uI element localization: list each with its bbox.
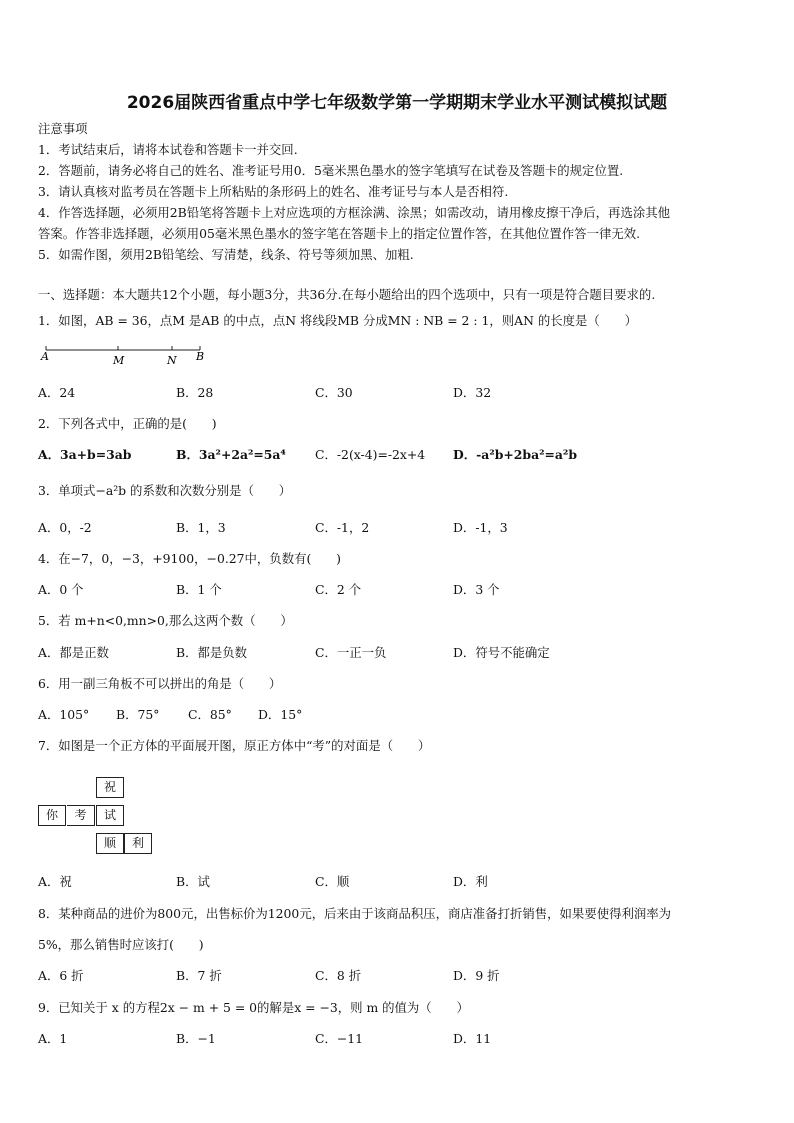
q8-option-a[interactable]: A．6 折 bbox=[38, 968, 84, 983]
notice-item-4: 4．作答选择题，必须用2B铅笔将答题卡上对应选项的方框涂满、涂黑；如需改动，请用橡皮擦干净后，再选涂其他 bbox=[38, 205, 671, 220]
notice-heading: 注意事项 bbox=[38, 121, 88, 136]
q2-stem: 2．下列各式中，正确的是( ) bbox=[38, 416, 217, 431]
segment-diagram bbox=[38, 340, 208, 370]
q1-option-b[interactable]: B．28 bbox=[176, 385, 214, 400]
q3-option-b[interactable]: B．1，3 bbox=[176, 520, 226, 535]
q3-option-d[interactable]: D．-1，3 bbox=[453, 520, 508, 535]
q5-stem: 5．若 m+n<0,mn>0,那么这两个数（ ） bbox=[38, 613, 293, 628]
notice-item-5: 5．如需作图，须用2B铅笔绘、写清楚，线条、符号等须加黑、加粗. bbox=[38, 247, 414, 262]
q7-option-a[interactable]: A．祝 bbox=[38, 874, 72, 889]
label-m: M bbox=[113, 354, 125, 367]
label-b: B bbox=[196, 350, 205, 363]
q2-option-c[interactable]: C．-2(x-4)=-2x+4 bbox=[315, 447, 426, 462]
q1-option-a[interactable]: A．24 bbox=[38, 385, 76, 400]
q7-option-c[interactable]: C．顺 bbox=[315, 874, 350, 889]
q8-stem-line2: 5%，那么销售时应该打( ) bbox=[38, 937, 204, 952]
q5-option-a[interactable]: A．都是正数 bbox=[38, 645, 109, 660]
q4-option-b[interactable]: B．1 个 bbox=[176, 582, 222, 597]
q2-option-a[interactable]: A．3a+b=3ab bbox=[38, 447, 132, 462]
q5-option-c[interactable]: C．一正一负 bbox=[315, 645, 387, 660]
q7-option-b[interactable]: B．试 bbox=[176, 874, 210, 889]
q3-stem: 3．单项式−a²b 的系数和次数分别是（ ） bbox=[38, 483, 292, 498]
net-cell-shun: 顺 bbox=[96, 833, 124, 854]
q8-stem-line1: 8．某种商品的进价为800元，出售标价为1200元，后来由于该商品积压，商店准备打折销售，如果要使得利润率为 bbox=[38, 906, 672, 921]
notice-item-4-cont: 答案。作答非选择题，必须用05毫米黑色墨水的签字笔在答题卡上的指定位置作答，在其他位置作答一律无效. bbox=[38, 226, 641, 241]
q3-option-a[interactable]: A．0，-2 bbox=[38, 520, 92, 535]
q4-option-d[interactable]: D．3 个 bbox=[453, 582, 500, 597]
q6-option-d[interactable]: D．15° bbox=[258, 707, 303, 722]
page-title: 2026届陕西省重点中学七年级数学第一学期期末学业水平测试模拟试题 bbox=[126, 93, 668, 113]
q4-option-c[interactable]: C．2 个 bbox=[315, 582, 362, 597]
net-cell-ni: 你 bbox=[38, 805, 66, 826]
q3-option-c[interactable]: C．-1，2 bbox=[315, 520, 370, 535]
q8-option-d[interactable]: D．9 折 bbox=[453, 968, 500, 983]
q5-option-b[interactable]: B．都是负数 bbox=[176, 645, 248, 660]
q2-option-b[interactable]: B．3a²+2a²=5a⁴ bbox=[176, 447, 286, 462]
q1-option-c[interactable]: C．30 bbox=[315, 385, 353, 400]
q9-option-c[interactable]: C．−11 bbox=[315, 1031, 364, 1046]
notice-item-1: 1．考试结束后，请将本试卷和答题卡一并交回. bbox=[38, 142, 298, 157]
q9-stem: 9．已知关于 x 的方程2x − m + 5 = 0的解是x = −3，则 m 的值为（ ） bbox=[38, 1000, 469, 1015]
notice-item-2: 2．答题前，请务必将自己的姓名、准考证号用0．5毫米黑色墨水的签字笔填写在试卷及答题卡的规定位置. bbox=[38, 163, 624, 178]
q1-segment-figure bbox=[38, 340, 208, 370]
net-cell-zhu: 祝 bbox=[96, 777, 124, 798]
q4-option-a[interactable]: A．0 个 bbox=[38, 582, 84, 597]
net-cell-kao: 考 bbox=[67, 805, 95, 826]
label-a: A bbox=[41, 350, 49, 363]
q1-option-d[interactable]: D．32 bbox=[453, 385, 492, 400]
notice-item-3: 3．请认真核对监考员在答题卡上所粘贴的条形码上的姓名、准考证号与本人是否相符. bbox=[38, 184, 509, 199]
q9-option-a[interactable]: A．1 bbox=[38, 1031, 68, 1046]
q1-stem: 1．如图，AB = 36，点M 是AB 的中点，点N 将线段MB 分成MN : NB = 2 : 1，则AN 的长度是（ ） bbox=[38, 313, 637, 328]
section-heading: 一、选择题：本大题共12个小题，每小题3分，共36分.在每小题给出的四个选项中，只有一项是符合题目要求的. bbox=[38, 287, 656, 302]
q7-option-d[interactable]: D．利 bbox=[453, 874, 488, 889]
q5-option-d[interactable]: D．符号不能确定 bbox=[453, 645, 550, 660]
q8-option-c[interactable]: C．8 折 bbox=[315, 968, 362, 983]
q9-option-d[interactable]: D．11 bbox=[453, 1031, 492, 1046]
net-cell-shi: 试 bbox=[96, 805, 124, 826]
q6-option-a[interactable]: A．105° bbox=[38, 707, 90, 722]
q8-option-b[interactable]: B．7 折 bbox=[176, 968, 222, 983]
q6-stem: 6．用一副三角板不可以拼出的角是（ ） bbox=[38, 676, 282, 691]
q4-stem: 4．在−7，0，−3，+9100，−0.27中，负数有( ) bbox=[38, 551, 341, 566]
label-n: N bbox=[167, 354, 177, 367]
q7-cube-net bbox=[38, 773, 158, 857]
q6-option-c[interactable]: C．85° bbox=[188, 707, 232, 722]
q9-option-b[interactable]: B．−1 bbox=[176, 1031, 216, 1046]
net-cell-li: 利 bbox=[124, 833, 152, 854]
q7-stem: 7．如图是一个正方体的平面展开图，原正方体中“考”的对面是（ ） bbox=[38, 738, 431, 753]
q2-option-d[interactable]: D．-a²b+2ba²=a²b bbox=[453, 447, 578, 462]
q6-option-b[interactable]: B．75° bbox=[116, 707, 160, 722]
